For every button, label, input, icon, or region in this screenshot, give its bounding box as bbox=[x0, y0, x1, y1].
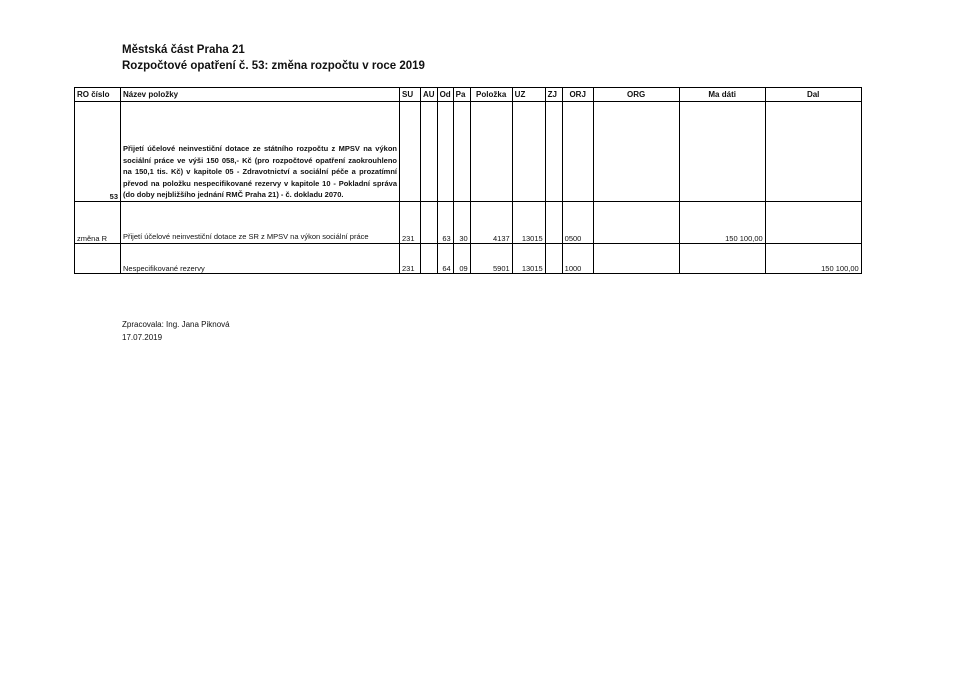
uz-cell: 13015 bbox=[512, 202, 545, 244]
polozka-cell: 5901 bbox=[470, 244, 512, 274]
polozka-cell: 4137 bbox=[470, 202, 512, 244]
dal-cell bbox=[765, 202, 861, 244]
zj-cell bbox=[545, 202, 562, 244]
column-header: ZJ bbox=[545, 88, 562, 102]
polozka-cell bbox=[470, 102, 512, 202]
column-header: ORJ bbox=[562, 88, 593, 102]
column-header: Od bbox=[437, 88, 453, 102]
ro-number-cell: 53 bbox=[75, 102, 121, 202]
item-name-cell: Přijetí účelové neinvestiční dotace ze SR z MPSV na výkon sociální práce bbox=[121, 202, 400, 244]
column-header: ORG bbox=[593, 88, 679, 102]
org-cell bbox=[593, 102, 679, 202]
table-row bbox=[75, 202, 862, 244]
orj-cell: 1000 bbox=[562, 244, 593, 274]
budget-table bbox=[74, 87, 862, 274]
document-date: 17.07.2019 bbox=[122, 333, 163, 342]
table-row bbox=[75, 102, 862, 202]
document-title: Městská část Praha 21 bbox=[122, 44, 245, 56]
od-cell: 64 bbox=[437, 244, 453, 274]
table-header-row bbox=[75, 88, 862, 102]
ro-number-cell bbox=[75, 244, 121, 274]
column-header: RO číslo bbox=[75, 88, 121, 102]
pa-cell bbox=[453, 102, 470, 202]
column-header: Ma dáti bbox=[679, 88, 765, 102]
dal-cell bbox=[765, 102, 861, 202]
au-cell bbox=[421, 102, 438, 202]
au-cell bbox=[421, 244, 438, 274]
uz-cell bbox=[512, 102, 545, 202]
prepared-by: Zpracovala: Ing. Jana Piknová bbox=[122, 320, 230, 329]
item-name-cell: Nespecifikované rezervy bbox=[121, 244, 400, 274]
uz-cell: 13015 bbox=[512, 244, 545, 274]
column-header: Pa bbox=[453, 88, 470, 102]
table-row bbox=[75, 244, 862, 274]
orj-cell: 0500 bbox=[562, 202, 593, 244]
od-cell bbox=[437, 102, 453, 202]
item-name-cell: Přijetí účelové neinvestiční dotace ze státního rozpočtu z MPSV na výkon sociální práce ve výši 150 058,- Kč (pro rozpočtové opatření zaokrouhleno na 150,1 tis. Kč) v kapitole 05 - Zdravotnictví a sociální péče a prozatímní převod na položku nespecifikované rezervy v kapitole 10 - Pokladní správa (do doby nejbližšího jednání RMČ Praha 21) - č. dokladu 2070. bbox=[121, 102, 400, 202]
zj-cell bbox=[545, 102, 562, 202]
pa-cell: 09 bbox=[453, 244, 470, 274]
zj-cell bbox=[545, 244, 562, 274]
su-cell: 231 bbox=[400, 202, 421, 244]
dal-cell: 150 100,00 bbox=[765, 244, 861, 274]
org-cell bbox=[593, 244, 679, 274]
ma-dati-cell: 150 100,00 bbox=[679, 202, 765, 244]
od-cell: 63 bbox=[437, 202, 453, 244]
column-header: SU bbox=[400, 88, 421, 102]
org-cell bbox=[593, 202, 679, 244]
column-header: AU bbox=[421, 88, 438, 102]
document-subtitle: Rozpočtové opatření č. 53: změna rozpočtu v roce 2019 bbox=[122, 60, 425, 72]
su-cell bbox=[400, 102, 421, 202]
ma-dati-cell bbox=[679, 244, 765, 274]
column-header: UZ bbox=[512, 88, 545, 102]
ma-dati-cell bbox=[679, 102, 765, 202]
au-cell bbox=[421, 202, 438, 244]
column-header: Název položky bbox=[121, 88, 400, 102]
su-cell: 231 bbox=[400, 244, 421, 274]
column-header: Dal bbox=[765, 88, 861, 102]
ro-number-cell: změna R bbox=[75, 202, 121, 244]
orj-cell bbox=[562, 102, 593, 202]
pa-cell: 30 bbox=[453, 202, 470, 244]
column-header: Položka bbox=[470, 88, 512, 102]
